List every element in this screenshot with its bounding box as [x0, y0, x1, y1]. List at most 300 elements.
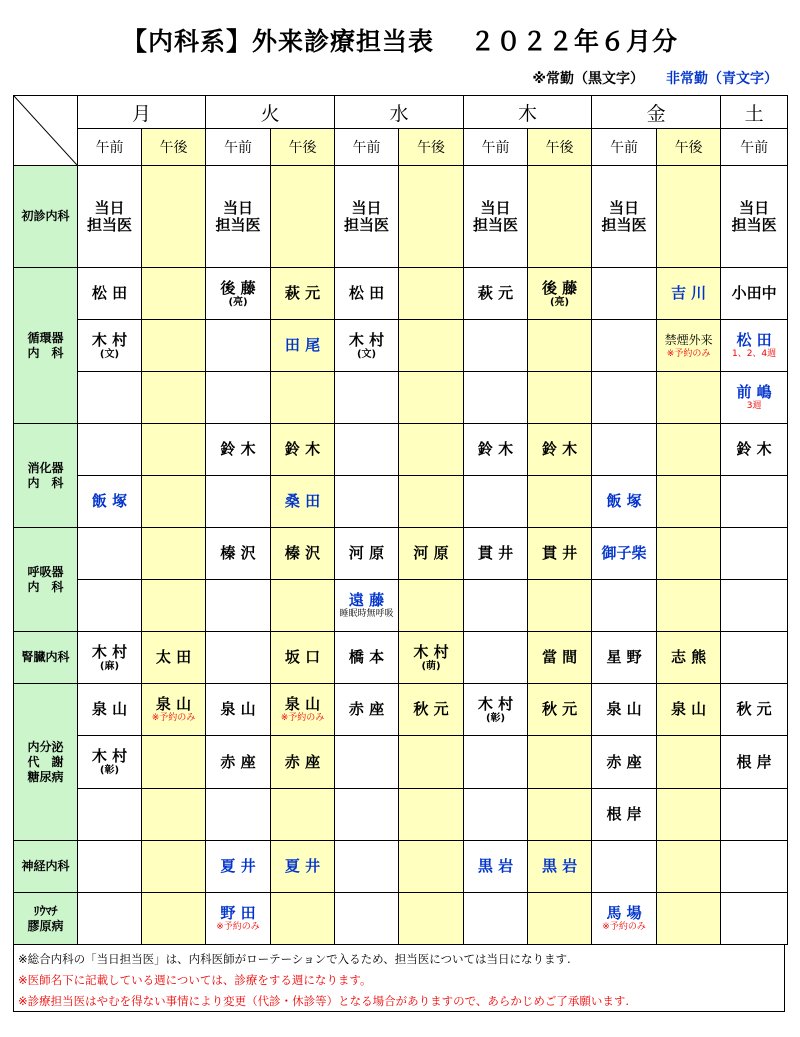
cell [721, 632, 788, 684]
cell [657, 320, 721, 372]
doctor-name: 秋 元 [736, 700, 772, 718]
cell [592, 268, 657, 320]
doctor-name: 田 尾 [284, 336, 321, 354]
doctor-name: 当日 [480, 198, 511, 217]
cell [399, 841, 464, 893]
doctor-name: 當 間 [541, 648, 578, 666]
cell [335, 841, 399, 893]
cell [721, 789, 788, 841]
doctor-name: 萩 元 [477, 284, 514, 302]
cell [335, 632, 399, 684]
dept-shoka [14, 424, 78, 528]
cell [399, 372, 464, 424]
dept-line: 内分泌 [27, 739, 64, 754]
doctor-name: 木 村 [413, 642, 449, 661]
doctor-name: 夏 井 [284, 857, 321, 875]
doctor-name: 担当医 [215, 215, 261, 234]
dept-rheum [14, 893, 78, 945]
cell [142, 166, 206, 268]
cell [657, 372, 721, 424]
cell [271, 736, 335, 789]
doctor-name: 萩 元 [284, 284, 321, 302]
doctor-name: 松 田 [736, 331, 772, 349]
doctor-name: 松 田 [348, 284, 385, 302]
cell [464, 684, 528, 736]
cell [142, 372, 206, 424]
doctor-name: 河 原 [348, 544, 385, 562]
cell [206, 528, 271, 580]
cell [271, 841, 335, 893]
cell [399, 320, 464, 372]
cell [464, 893, 528, 945]
cell [271, 528, 335, 580]
row-init [14, 166, 788, 268]
dept-line: 膠原病 [27, 918, 64, 933]
cell [721, 166, 788, 268]
cell [592, 736, 657, 789]
doctor-sub: (亮) [549, 296, 570, 308]
doctor-name: 遠 藤 [348, 591, 385, 609]
reservation-note: ※予約のみ [151, 713, 196, 723]
cell [528, 528, 592, 580]
doctor-name: 鈴 木 [477, 440, 514, 458]
doctor-name: 星 野 [606, 648, 642, 666]
cell [657, 841, 721, 893]
doctor-name: 泉 山 [155, 695, 192, 713]
thu-pm-header: 午後 [528, 129, 592, 166]
clinic-name: 禁煙外来 [664, 333, 713, 347]
clinic-note: ※予約のみ [666, 349, 711, 359]
cell [657, 736, 721, 789]
day-wed: 水 [335, 96, 464, 129]
cell [464, 268, 528, 320]
doctor-name: 赤 座 [348, 700, 385, 718]
cell [528, 424, 592, 476]
doctor-name: 担当医 [731, 215, 777, 234]
doctor-name: 赤 座 [284, 752, 321, 771]
cell [142, 736, 206, 789]
doctor-name: 坂 口 [284, 648, 321, 666]
footer-notes [13, 944, 785, 1012]
doctor-sub: (亮) [228, 296, 248, 308]
cell [206, 166, 271, 268]
doctor-name: 貫 井 [477, 544, 514, 562]
cell [206, 372, 271, 424]
corner-cell [14, 96, 78, 166]
cell [592, 684, 657, 736]
dept-junkan [14, 268, 78, 424]
cell [399, 684, 464, 736]
cell [271, 580, 335, 632]
row-jinzo [14, 632, 788, 684]
cell [206, 268, 271, 320]
cell [271, 372, 335, 424]
doctor-name: 泉 山 [606, 700, 642, 718]
cell [206, 320, 271, 372]
doctor-name: 当日 [223, 198, 254, 217]
doctor-name: 小田中 [731, 284, 777, 302]
doctor-name: 吉 川 [670, 284, 707, 302]
cell [78, 580, 142, 632]
row-shoka-1 [14, 424, 788, 476]
cell [592, 632, 657, 684]
cell [78, 320, 142, 372]
cell [399, 632, 464, 684]
doctor-name: 当日 [351, 198, 382, 217]
cell [528, 372, 592, 424]
cell [528, 736, 592, 789]
doctor-name: 赤 座 [220, 752, 256, 771]
cell [78, 684, 142, 736]
doctor-name: 担当医 [601, 215, 647, 234]
thu-am-header: 午前 [464, 129, 528, 166]
cell [721, 893, 788, 945]
doctor-name: 黒 岩 [477, 857, 514, 875]
cell [592, 372, 657, 424]
cell [399, 476, 464, 528]
doctor-sub: (文) [356, 348, 377, 360]
reservation-note: ※予約のみ [280, 713, 325, 723]
cell [78, 424, 142, 476]
cell [464, 166, 528, 268]
dept-line: 消化器 [27, 460, 64, 475]
row-naibun-3 [14, 789, 788, 841]
cell [335, 736, 399, 789]
day-fri: 金 [592, 96, 721, 129]
cell [528, 476, 592, 528]
cell [78, 166, 142, 268]
doctor-name: 鈴 木 [541, 440, 578, 458]
dept-line: ﾘｳﾏﾁ [33, 903, 58, 918]
cell [528, 632, 592, 684]
row-naibun-1 [14, 684, 788, 736]
cell [657, 476, 721, 528]
doctor-sub: (文) [99, 348, 120, 360]
cell [271, 320, 335, 372]
cell [142, 632, 206, 684]
cell [464, 424, 528, 476]
cell [271, 268, 335, 320]
cell [78, 476, 142, 528]
doctor-name: 榛 沢 [220, 544, 256, 562]
reservation-note: ※予約のみ [216, 922, 260, 932]
cell [142, 841, 206, 893]
cell [335, 789, 399, 841]
cell [271, 424, 335, 476]
cell [464, 632, 528, 684]
row-junkan-1 [14, 268, 788, 320]
cell [657, 632, 721, 684]
cell [399, 789, 464, 841]
row-naibun-2 [14, 736, 788, 789]
row-kokyu-2 [14, 580, 788, 632]
cell [721, 736, 788, 789]
doctor-name: 担当医 [86, 215, 132, 234]
fri-am-header: 午前 [592, 129, 657, 166]
footer-note-1: ※総合内科の「当日担当医」は、内科医師がローテーションで入るため、担当医については当日になります. [18, 952, 571, 966]
cell [528, 268, 592, 320]
tue-pm-header: 午後 [271, 129, 335, 166]
doctor-sub: (彰) [99, 765, 120, 776]
cell [721, 580, 788, 632]
cell [399, 166, 464, 268]
doctor-name: 御子柴 [601, 544, 647, 562]
cell [721, 528, 788, 580]
doctor-sub: (彰) [485, 712, 506, 724]
cell [464, 736, 528, 789]
cell [399, 893, 464, 945]
schedule-table [13, 95, 788, 945]
cell [142, 424, 206, 476]
cell [528, 789, 592, 841]
doctor-name: 河 原 [413, 544, 449, 562]
cell [592, 320, 657, 372]
row-junkan-3 [14, 372, 788, 424]
cell [335, 476, 399, 528]
day-sat: 土 [721, 96, 788, 129]
cell [206, 476, 271, 528]
cell [399, 580, 464, 632]
doctor-name: 橋 本 [348, 648, 385, 666]
page-title [0, 22, 800, 58]
cell [399, 268, 464, 320]
dept-line: 内 科 [27, 345, 64, 360]
doctor-name: 志 熊 [670, 648, 707, 666]
doctor-name: 鈴 木 [220, 440, 256, 458]
doctor-name: 鈴 木 [736, 440, 772, 458]
doctor-name: 木 村 [91, 747, 128, 765]
day-tue: 火 [206, 96, 335, 129]
doctor-name: 泉 山 [284, 695, 321, 713]
cell [528, 684, 592, 736]
fri-pm-header: 午後 [657, 129, 721, 166]
dept-line: 内 科 [27, 475, 64, 490]
doctor-name: 飯 塚 [606, 492, 642, 510]
doctor-sub: (萌) [421, 660, 441, 672]
tue-am-header: 午前 [206, 129, 271, 166]
footer-note-3: ※診療担当医はやむを得ない事情により変更（代診・休診等）となる場合がありますので、あらかじめご了承願います. [18, 994, 630, 1008]
reservation-note: ※予約のみ [602, 922, 646, 932]
cell [657, 580, 721, 632]
cell [78, 268, 142, 320]
cell [592, 893, 657, 945]
cell [721, 424, 788, 476]
cell [78, 893, 142, 945]
doctor-name: 野 田 [220, 904, 256, 922]
doctor-name: 太 田 [155, 648, 192, 666]
cell [721, 684, 788, 736]
doctor-name: 泉 山 [220, 700, 256, 718]
day-header-row [14, 96, 788, 129]
dept-line: 呼吸器 [27, 564, 64, 579]
legend-nonregular: 非常勤（青文字） [666, 71, 778, 87]
dept-kokyu [14, 528, 78, 632]
cell [78, 736, 142, 789]
cell [657, 893, 721, 945]
doctor-name: 秋 元 [541, 700, 578, 718]
cell [592, 166, 657, 268]
cell [206, 632, 271, 684]
cell [78, 528, 142, 580]
cell [592, 424, 657, 476]
cell [335, 424, 399, 476]
mon-pm-header: 午後 [142, 129, 206, 166]
cell [335, 166, 399, 268]
cell [78, 632, 142, 684]
cell [271, 476, 335, 528]
doctor-name: 根 岸 [736, 752, 772, 771]
cell [592, 789, 657, 841]
cell [206, 893, 271, 945]
title-dept: 【内科系】外来診療担当表 [121, 27, 434, 56]
cell [271, 684, 335, 736]
cell [206, 580, 271, 632]
cell [721, 476, 788, 528]
sat-am-header: 午前 [721, 129, 788, 166]
cell [528, 893, 592, 945]
doctor-name: 泉 山 [670, 700, 707, 718]
doctor-name: 泉 山 [91, 700, 128, 718]
cell [464, 372, 528, 424]
doctor-name: 後 藤 [220, 278, 256, 297]
doctor-name: 松 田 [91, 284, 128, 302]
doctor-name: 飯 塚 [91, 492, 128, 510]
legend [532, 68, 778, 88]
row-kokyu-1 [14, 528, 788, 580]
doctor-name: 担当医 [473, 215, 519, 234]
row-junkan-2 [14, 320, 788, 372]
doctor-name: 夏 井 [220, 857, 256, 875]
cell [335, 580, 399, 632]
doctor-name: 木 村 [91, 642, 128, 661]
dept-line: 循環器 [27, 330, 64, 345]
doctor-name: 木 村 [348, 330, 385, 349]
cell [592, 476, 657, 528]
cell [206, 424, 271, 476]
cell [78, 841, 142, 893]
doctor-name: 赤 座 [606, 752, 642, 771]
cell [142, 320, 206, 372]
cell [528, 166, 592, 268]
doctor-name: 桑 田 [284, 492, 321, 510]
mon-am-header: 午前 [78, 129, 142, 166]
footer-note-2: ※医師名下に記載している週については、診療をする週になります。 [18, 973, 372, 987]
cell [142, 580, 206, 632]
cell [271, 166, 335, 268]
cell [464, 580, 528, 632]
cell [657, 424, 721, 476]
cell [657, 268, 721, 320]
doctor-name: 榛 沢 [284, 544, 321, 562]
cell [335, 320, 399, 372]
cell [335, 528, 399, 580]
cell [657, 789, 721, 841]
row-shoka-2 [14, 476, 788, 528]
cell [721, 372, 788, 424]
day-thu: 木 [464, 96, 592, 129]
cell [335, 684, 399, 736]
cell [721, 320, 788, 372]
dept-jinzo: 腎臓内科 [14, 632, 78, 684]
dept-line: 糖尿病 [27, 769, 64, 784]
week-note: 3週 [746, 401, 762, 411]
cell [142, 476, 206, 528]
cell [78, 372, 142, 424]
wed-pm-header: 午後 [399, 129, 464, 166]
doctor-name: 鈴 木 [284, 440, 321, 458]
cell [721, 841, 788, 893]
dept-init: 初診内科 [14, 166, 78, 268]
doctor-name: 黒 岩 [541, 857, 578, 875]
ampm-header-row [14, 129, 788, 166]
cell [464, 476, 528, 528]
dept-line: 代 謝 [27, 754, 64, 769]
diagonal-line [14, 96, 77, 165]
row-shinkei [14, 841, 788, 893]
cell [528, 841, 592, 893]
cell [399, 424, 464, 476]
cell [657, 166, 721, 268]
doctor-name: 馬 場 [606, 904, 642, 922]
cell [142, 528, 206, 580]
doctor-name: 木 村 [477, 694, 514, 713]
cell [721, 268, 788, 320]
cell [142, 268, 206, 320]
doctor-name: 秋 元 [413, 700, 449, 718]
cell [142, 789, 206, 841]
doctor-name: 当日 [94, 198, 125, 217]
doctor-name: 後 藤 [541, 278, 578, 297]
dept-naibun [14, 684, 78, 841]
doctor-name: 当日 [609, 198, 640, 217]
day-mon: 月 [78, 96, 206, 129]
cell [592, 528, 657, 580]
cell [142, 893, 206, 945]
cell [206, 789, 271, 841]
row-rheum [14, 893, 788, 945]
dept-shinkei: 神経内科 [14, 841, 78, 893]
cell [206, 736, 271, 789]
doctor-name: 根 岸 [606, 805, 642, 823]
title-month: ２０２２年６月分 [470, 27, 679, 56]
cell [142, 684, 206, 736]
cell [528, 320, 592, 372]
cell [464, 320, 528, 372]
cell [335, 372, 399, 424]
doctor-name: 木 村 [91, 330, 128, 349]
cell [271, 893, 335, 945]
clinic-note: 睡眠時無呼吸 [339, 609, 394, 619]
doctor-name: 当日 [739, 198, 770, 217]
cell [657, 528, 721, 580]
doctor-sub: (麻) [99, 660, 120, 672]
cell [206, 684, 271, 736]
doctor-name: 担当医 [344, 215, 390, 234]
cell [271, 789, 335, 841]
cell [78, 789, 142, 841]
cell [335, 893, 399, 945]
cell [592, 580, 657, 632]
legend-regular: ※常勤（黒文字） [532, 71, 644, 87]
dept-line: 内 科 [27, 579, 64, 594]
cell [335, 268, 399, 320]
cell [464, 841, 528, 893]
cell [399, 736, 464, 789]
cell [592, 841, 657, 893]
doctor-name: 貫 井 [541, 544, 578, 562]
cell [271, 632, 335, 684]
cell [528, 580, 592, 632]
